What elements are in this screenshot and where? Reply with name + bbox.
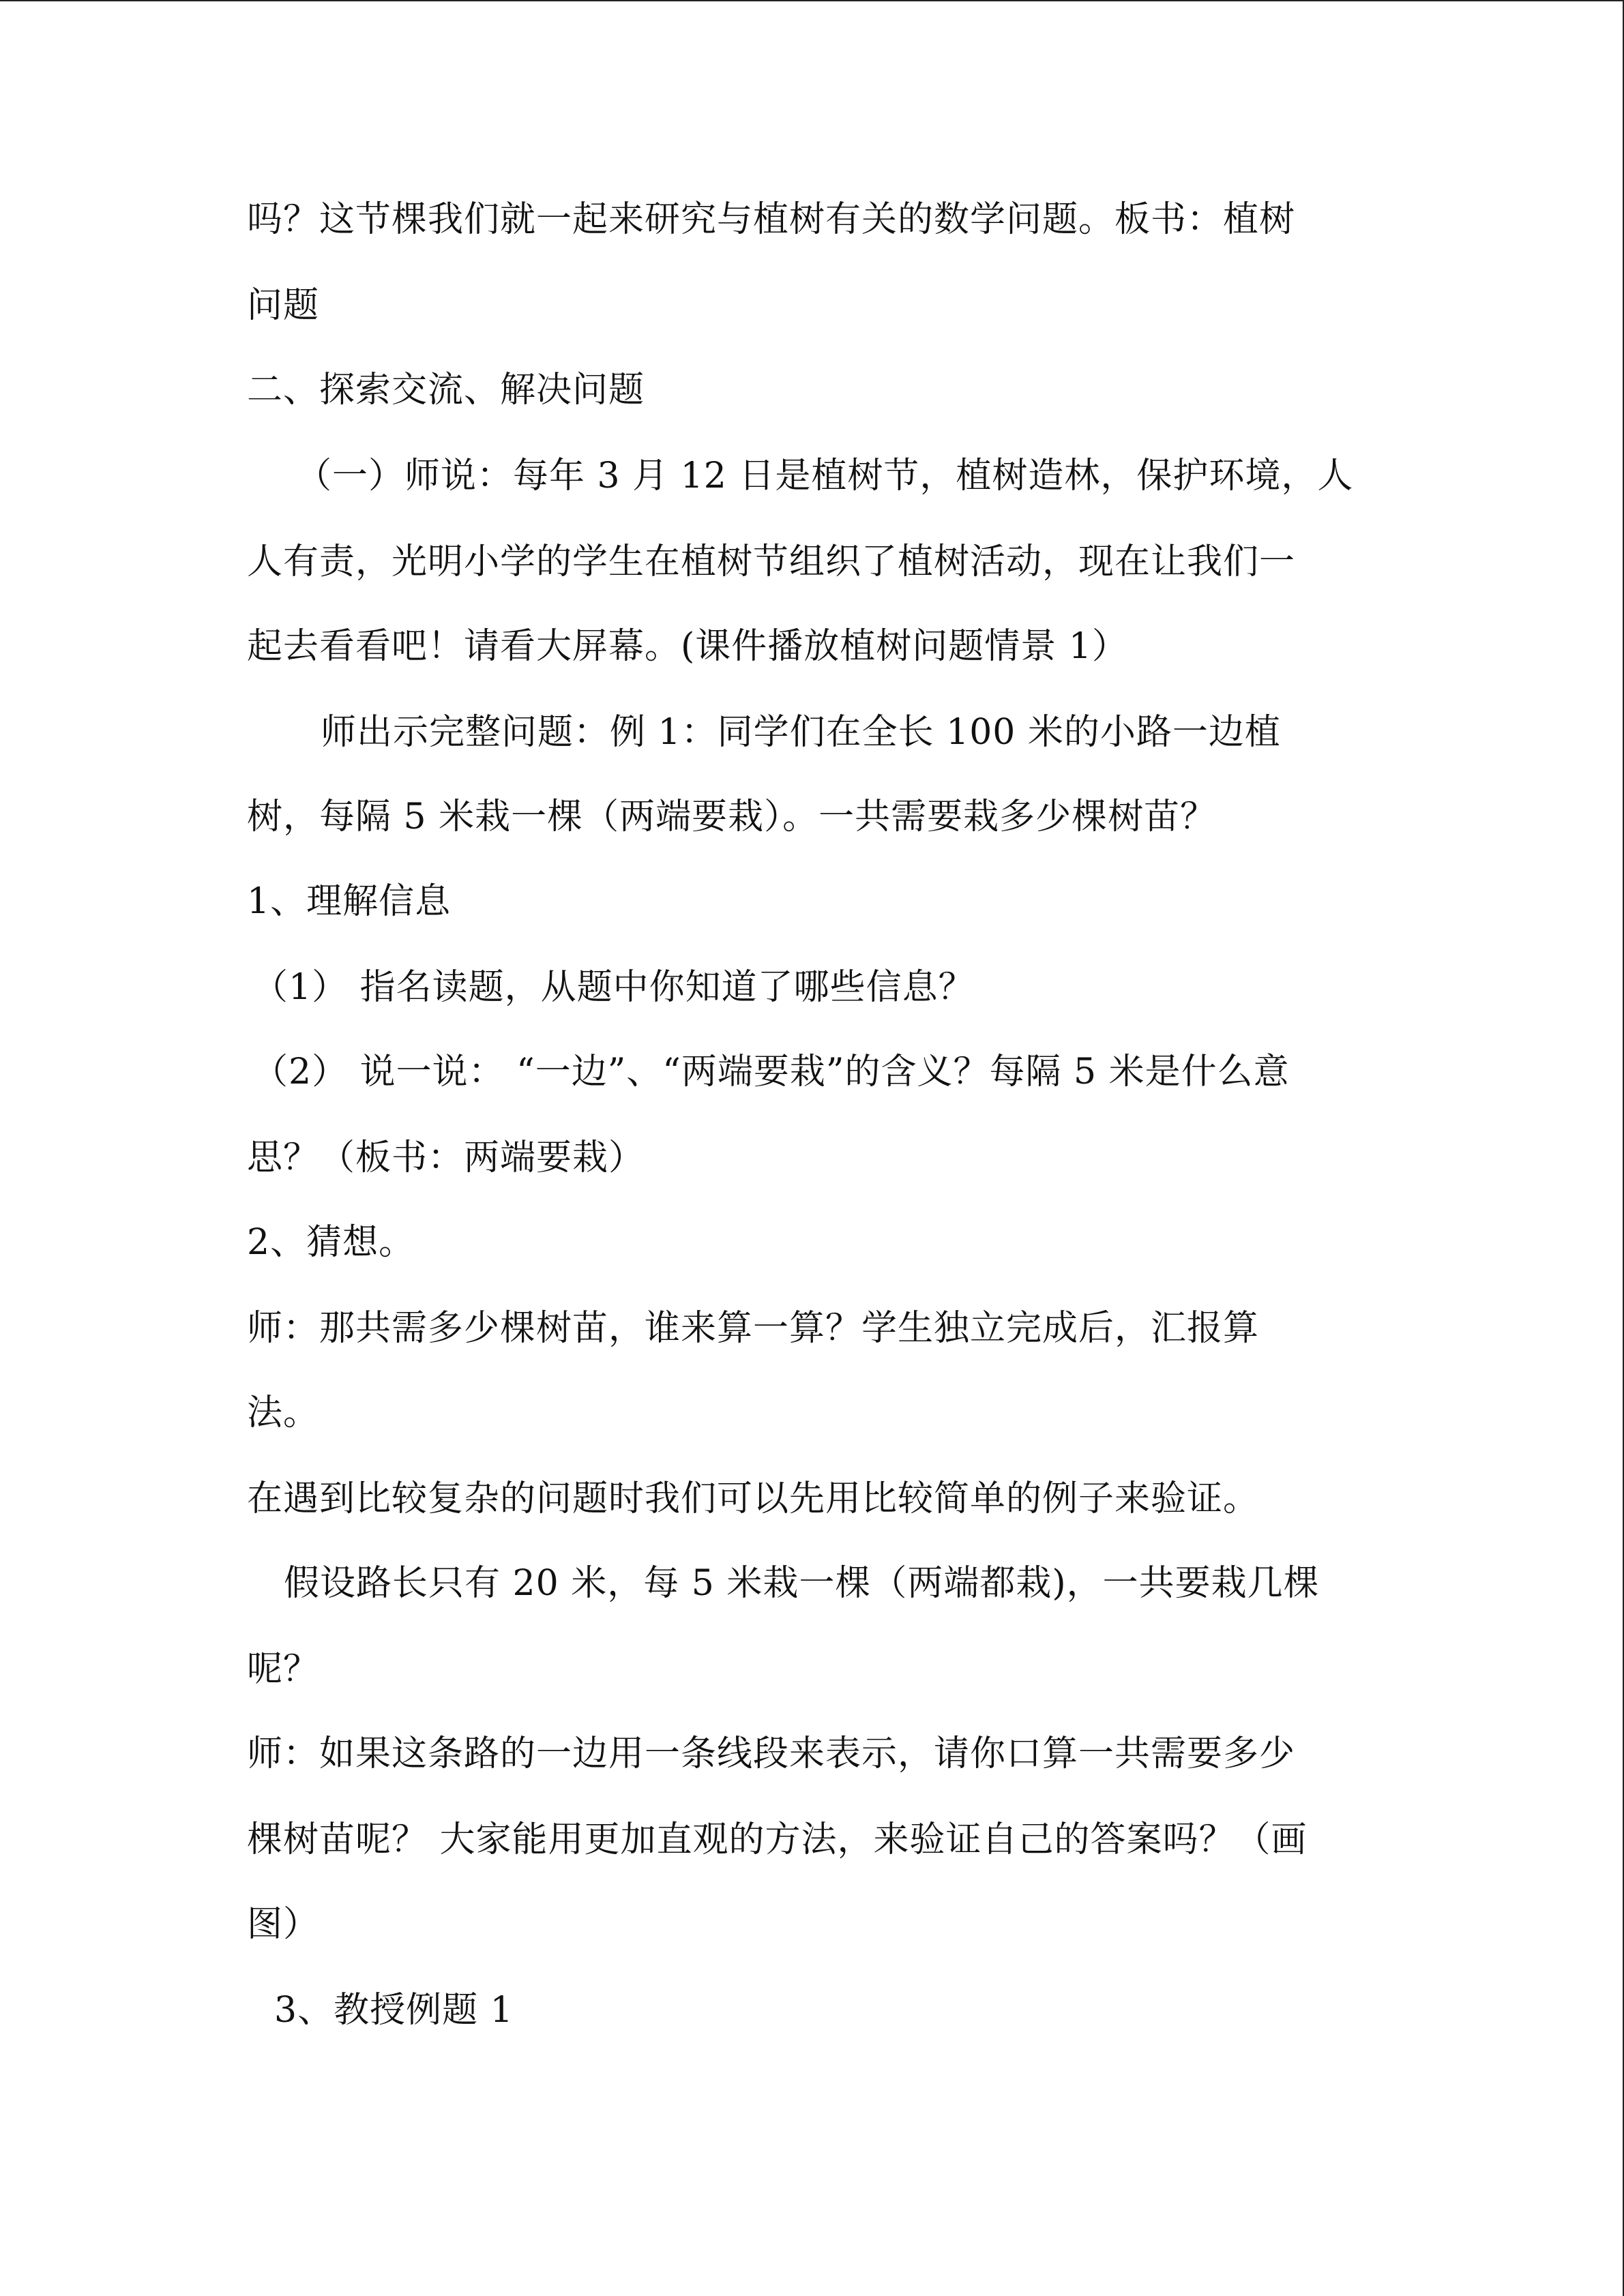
text-line: 师：那共需多少棵树苗，谁来算一算？学生独立完成后，汇报算 — [247, 1308, 1260, 1349]
text-line: 问题 — [247, 285, 320, 326]
section-heading: 二、探索交流、解决问题 — [247, 370, 645, 411]
text-line: 起去看看吧！请看大屏幕。(课件播放植树问题情景 1） — [247, 626, 1128, 667]
text-line: （一）师说：每年 3 月 12 日是植树节，植树造林，保护环境，人 — [296, 456, 1354, 496]
text-line: 棵树苗呢？ 大家能用更加直观的方法，来验证自己的答案吗？（画 — [247, 1819, 1308, 1860]
subheading: 1、理解信息 — [247, 881, 452, 922]
text-line: 吗？这节棵我们就一起来研究与植树有关的数学问题。板书：植树 — [247, 199, 1296, 240]
subheading: 2、猜想。 — [247, 1222, 415, 1263]
text-line: 假设路长只有 20 米，每 5 米栽一棵（两端都栽)，一共要栽几棵 — [284, 1563, 1320, 1604]
text-line: 师：如果这条路的一边用一条线段来表示，请你口算一共需要多少 — [247, 1733, 1296, 1774]
text-line: 图） — [247, 1904, 320, 1945]
text-line: 树，每隔 5 米栽一棵（两端要栽）。一共需要栽多少棵树苗？ — [247, 796, 1217, 837]
text-line: 法。 — [247, 1392, 320, 1433]
text-line: 在遇到比较复杂的问题时我们可以先用比较简单的例子来验证。 — [247, 1478, 1260, 1519]
text-line: （1） 指名读题，从题中你知道了哪些信息？ — [252, 967, 975, 1008]
text-line: 人有责，光明小学的学生在植树节组织了植树活动，现在让我们一 — [247, 541, 1296, 582]
text-line: 师出示完整问题：例 1：同学们在全长 100 米的小路一边植 — [321, 712, 1281, 753]
subheading: 3、教授例题 1 — [274, 1990, 514, 2031]
text-line: 呢？ — [247, 1649, 320, 1690]
text-line: （2） 说一说： “一边”、“两端要栽”的含义？每隔 5 米是什么意 — [252, 1052, 1290, 1092]
text-line: 思？（板书：两端要栽） — [247, 1137, 645, 1178]
